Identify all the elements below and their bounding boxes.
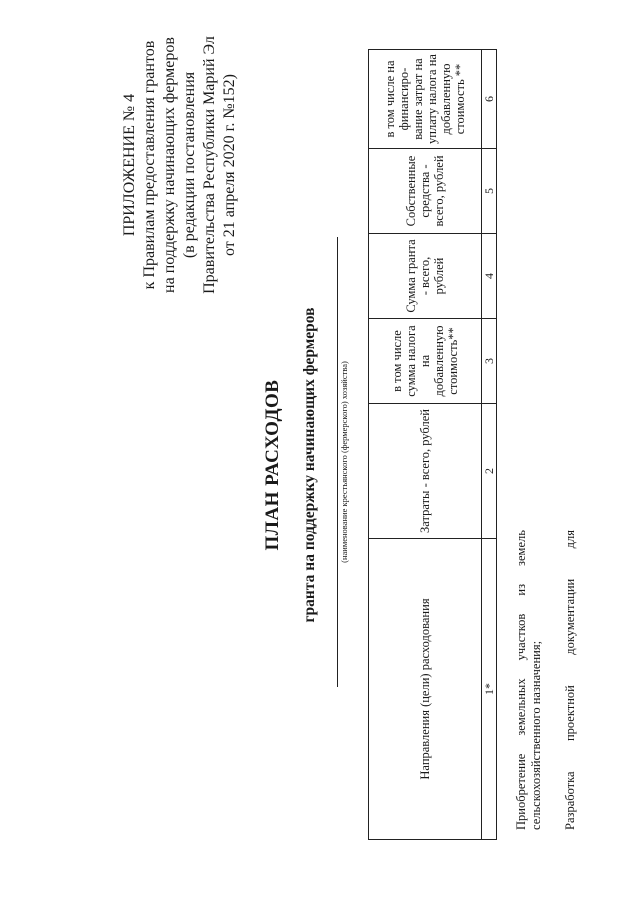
item-word: для: [563, 530, 577, 549]
table-number-row: [482, 50, 497, 840]
appendix-block: [120, 15, 240, 315]
item-word: проектной: [563, 685, 577, 742]
table-header-row: [369, 50, 482, 840]
appendix-line: Правительства Республики Марий Эл: [201, 36, 218, 294]
header-cell: Сумма гранта - всего, рублей: [369, 234, 482, 319]
header-cell: Собственные средства - всего, рублей: [369, 149, 482, 234]
item-word: земель: [514, 530, 528, 566]
header-cell: Затраты - всего, рублей: [369, 404, 482, 539]
item-word: участков: [514, 613, 528, 661]
appendix-line: (в редакции постановления: [181, 71, 198, 259]
column-number: 5: [482, 149, 497, 234]
expense-plan-table: [368, 49, 497, 840]
header-cell: Направления (цели) расходования: [369, 539, 482, 840]
appendix-line: к Правилам предоставления грантов: [141, 40, 158, 290]
header-cell: в том числе на финансиро-вание затрат на уплату налога на добавленную стоимость **: [369, 50, 482, 149]
expense-item-line: [514, 530, 529, 830]
item-word: Разработка: [563, 771, 577, 830]
farm-name-caption: (наименование крестьянского (фермерского) хозяйства): [339, 361, 349, 563]
header-cell: в том числе сумма налога на добавленную стоимость**: [369, 319, 482, 404]
column-number: 3: [482, 319, 497, 404]
item-word: документации: [563, 578, 577, 655]
column-number: 4: [482, 234, 497, 319]
appendix-line: ПРИЛОЖЕНИЕ № 4: [121, 93, 138, 237]
item-word: земельных: [514, 678, 528, 736]
item-word: из: [514, 583, 528, 596]
expense-item: [514, 530, 544, 830]
expense-item-line: [563, 530, 578, 830]
appendix-line: на поддержку начинающих фермеров: [161, 37, 178, 293]
expense-item: [563, 530, 578, 830]
column-number: 1*: [482, 539, 497, 840]
document-title: ПЛАН РАСХОДОВ: [262, 379, 283, 551]
document-subtitle: гранта на поддержку начинающих фермеров: [301, 307, 318, 623]
farm-name-line: [337, 237, 338, 687]
item-word: Приобретение: [514, 753, 528, 830]
column-number: 6: [482, 50, 497, 149]
expense-item-line: сельскохозяйственного назначения;: [529, 640, 543, 830]
column-number: 2: [482, 404, 497, 539]
appendix-line: от 21 апреля 2020 г. №152): [221, 73, 238, 257]
